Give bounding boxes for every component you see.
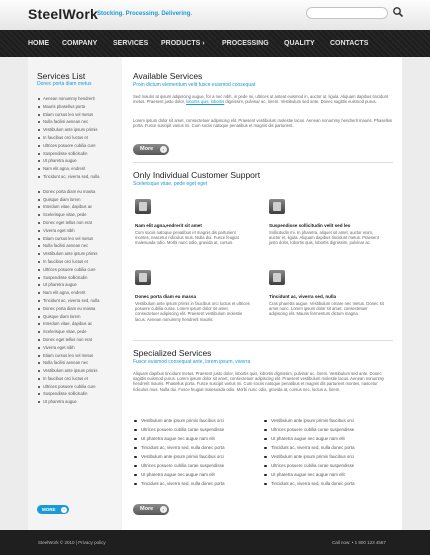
nav-home[interactable]: HOME [28,40,49,47]
specialized-more-label: More [140,506,154,512]
specialized-title: Specialized Services [133,348,212,358]
nav-products[interactable]: PRODUCTS › [161,40,205,47]
sidebar-list-item[interactable]: Scelerisque vitae, pede [37,329,117,337]
list-item[interactable]: Ultrices posuere cubilia curae suspendisse [263,463,383,472]
list-item[interactable]: Tincidunt ac, viverra sed, nulla donec porta [133,481,253,490]
arrow-right-icon: › [160,146,167,153]
feature-title[interactable]: Tincidunt ac, viverra sed, nulla [269,294,337,299]
person-icon [135,199,151,214]
available-paragraph-1 [133,94,393,104]
sidebar-list-item[interactable]: Tincidunt ac, viverra sed, nulla [37,174,117,182]
available-paragraph-2: Lorem ipsum dolor sit amet, consectetuer adipiscing elit. Praesent vestibulum molestie lacus. Aenean nonummy hendrerit mauris. Phasellus porta. Fusce suscipit varius mi. Cum sociis natoque penatibus et magnis dis parturient. [133,118,393,129]
available-subtitle: Proin dictum elementum velit fusce euismod consequat [133,82,256,88]
section-divider [133,162,393,163]
sidebar-list-item[interactable]: In faucibus orci luctus et [37,135,117,143]
feature-title[interactable]: Nam elit agna,endrerit sit amet [135,223,202,228]
available-more-label: More [140,146,154,152]
sidebar-list-item[interactable]: Donec porta diam eu massa [37,189,117,197]
specialized-paragraph: Aliquam dapibus tincidunt metus. Praesent justo dolor, lobortis quis, lobortis dignissim, pulvinar ac, lorem. Vestibulum sed ante. Donec sagittis euismod purus. Lorem ipsum dolor sit amet, consectetuer adipiscing elit. Praesent vestibulum molestie lacus. Aenean nonummy hendrerit mauris. Phasellus porta. Fusce suscipit varius mi. Cum sociis natoque penatibus et magnis dis parturient montes, nascetur ridiculus mus. Nulla dui. Fusce feugiat malesuada odio. Morbi nunc odio, gravida at, cursus nec, luctus a, lorem. [133,371,385,392]
sidebar-list-item[interactable]: Etiam cursus leo vel metus [37,236,117,244]
sidebar-more-label: MORE [42,507,56,512]
sidebar-list-item[interactable]: Etiam cursus leo vel metus [37,353,117,361]
search-icon[interactable] [392,6,404,18]
specialized-more-button[interactable] [133,504,169,515]
feature-text: Vestibulum ante ipsum primis in faucibus orci luctus et ultrices posuere cubilia curae. Lorem ipsum dolor sit amet, consectetuer adipiscing elit. Praesent vestibulum molestie lacus. Aenean nonummy hendrerit mauris. [135,301,250,322]
section-divider [133,340,393,341]
feature-title[interactable]: Donec porta diam eu massa [135,294,197,299]
sidebar-list-item[interactable]: Etiam cursus leo vel metus [37,112,117,120]
available-text-b: dignissim, pulvinar ac, lorem. Vestibulum sed ante. Donec sagittis euismod purus. [224,99,377,105]
individual-title: Only Individual Customer Support [133,170,261,180]
list-item[interactable]: Vestibulum ante ipsum primis faucibus orci [133,454,253,463]
sidebar-list-item[interactable]: Viverra eget nibh [37,228,117,236]
sidebar-list-item[interactable]: Ultrices posuere cubilia cure [37,143,117,151]
sidebar-list-item[interactable]: Ut pharetra augue [37,282,117,290]
site-tagline: Stocking. Processing. Delivering. [97,11,193,17]
sidebar-list-item[interactable]: In faucibus orci luctus et [37,376,117,384]
list-item[interactable]: Ut pharetra augue nec augue nam elit [263,436,383,445]
sidebar-list-item[interactable]: In faucibus orci luctus et [37,259,117,267]
list-item[interactable]: Tincidunt ac, viverra sed, nulla donec porta [263,445,383,454]
sidebar-list-item[interactable]: Nulla facilisi aenean nec [37,243,117,251]
sidebar-list-item[interactable]: Aenean nonummy hendrerit [37,96,117,104]
footer-copyright[interactable]: SteelWork © 2010 | Privacy policy [38,540,106,545]
available-title: Available Services [133,71,203,81]
arrow-right-icon: › [61,507,67,513]
sidebar-list-item[interactable]: Ut pharetra augue [37,158,117,166]
sidebar-list-item[interactable]: Donec eget tellus non erat [37,220,117,228]
sidebar-title: Services List [37,71,86,81]
list-item[interactable]: Vestibulum ante ipsum primis faucibus orci [133,418,253,427]
feature-text: Cras pharetra augue. Vestibulum ornare nec metus. Donec sit amet nunc. Lorem ipsum dolor sit amet, consectetuer adipiscing elit. Mauris fermentum dictum magna. [269,301,384,317]
list-item[interactable]: Ultrices posuere cubilia curae suspendisse [263,427,383,436]
specialized-list-right [263,418,383,490]
feature-text: Sollicitudin mi. In pharetra, aliquet sit amet, auctor enim, auctor et, ligula. Aliquam dapibus tincidunt metus. Praesent justo dolor, lobortis quis, lobortis dignissim, pulvinar ac. [269,230,379,246]
tools-icon [269,199,285,214]
list-item[interactable]: Vestibulum ante ipsum primis faucibus orci [263,454,383,463]
sidebar-list-item[interactable]: Ultrices posuere cubilia cure [37,384,117,392]
sidebar-list-item[interactable]: Scelerisque vitae, pede [37,212,117,220]
nav-company[interactable]: COMPANY [62,40,98,47]
sidebar-list-item[interactable]: Donec porta diam eu massa [37,306,117,314]
chart-icon [269,270,285,285]
list-item[interactable]: Ut pharetra augue nec augue nam elit [133,436,253,445]
available-inline-link[interactable]: lobortis quis, lobortis [186,99,225,105]
nav-processing[interactable]: PROCESSING [222,40,269,47]
clipboard-icon [135,270,151,285]
nav-quality[interactable]: QUALITY [284,40,315,47]
sidebar-list-item[interactable]: Interdum vitae, dapibus ac [37,204,117,212]
footer-phone: Call now: • 1 800 123 4567 [332,540,386,545]
sidebar-list-item[interactable]: Donec eget tellus non erat [37,337,117,345]
sidebar-subtitle: Donec porta diam metus [37,81,92,87]
list-item[interactable]: Vestibulum ante ipsum primis faucibus orci [263,418,383,427]
list-item[interactable]: Ultrices posuere cubilia curae suspendisse [133,463,253,472]
sidebar-list-item[interactable]: Mauris phasellus porta [37,104,117,112]
sidebar-more-button[interactable] [37,505,69,514]
nav-services[interactable]: SERVICES [113,40,149,47]
sidebar-list-item[interactable]: Ut pharetra augue [37,399,117,407]
individual-subtitle: Scelerisque vitae, pede eget eget [133,181,208,187]
specialized-subtitle: Fusce euismod consequat ante, lorem ipsum, viverra [133,359,251,365]
list-item[interactable]: Tincidunt ac, viverra sed, nulla donec porta [263,481,383,490]
available-more-button[interactable] [133,144,169,155]
sidebar-list-item[interactable]: Quisque diam lorem [37,197,117,205]
nav-contacts[interactable]: CONTACTS [330,40,369,47]
list-item[interactable]: Ut pharetra augue nec augue nam elit [263,472,383,481]
sidebar-list-item[interactable]: Tincidunt ac, viverra sed, nulla [37,298,117,306]
main-nav [0,30,430,57]
sidebar-list-item[interactable]: Suspendisse sollicitudin [37,275,117,283]
list-item[interactable]: Tincidunt ac, viverra sed, nulla donec porta [133,445,253,454]
list-item[interactable]: Ut pharetra augue nec augue nam elit [133,472,253,481]
sidebar-list-item[interactable]: Nulla facilisi aenean nec [37,119,117,127]
sidebar-list-item[interactable]: Nulla facilisi aenean nec [37,360,117,368]
specialized-list-left [133,418,253,490]
sidebar-list-item[interactable]: Nam elit agna, endrerit [37,290,117,298]
sidebar-list-item[interactable]: Vestibulum ante ipsum primis [37,251,117,259]
list-item[interactable]: Ultrices posuere cubilia curae suspendisse [133,427,253,436]
sidebar-list-item[interactable]: Nam elit agna, endrerit [37,166,117,174]
feature-text: Cum sociis natoque penatibus et magnis dis parturient montes, nascetur ridiculus mus. Nulla dui. Fusce feugiat malesuada odio. Morbi nunc odio, gravida at, cursus. [135,230,239,246]
search-input[interactable] [306,7,388,19]
sidebar-list-item[interactable]: Interdum vitae, dapibus ac [37,321,117,329]
feature-title[interactable]: Suspendisse sollicitudin velit sed leo [269,223,351,228]
sidebar-list-item[interactable]: Suspendisse sollicitudin [37,151,117,159]
sidebar-list-item[interactable]: Viverra eget nibh [37,345,117,353]
sidebar-list-item[interactable]: Quisque diam lorem [37,314,117,322]
available-text-a: Sed mauris at ipsum adipiscing augue, for a nec nibh, in pede mi, ultrices ut anteat euismod in, auctor ut, ligula. Aliquam dapibus tincidunt metus. Praesent justo dolor, [133,94,389,105]
sidebar-list-item[interactable]: Vestibulum ante ipsum primis [37,368,117,376]
sidebar-list-item[interactable]: Vestibulum ante ipsum primis [37,127,117,135]
sidebar-list [37,96,117,407]
sidebar-list-item[interactable]: Suspendisse sollicitudin [37,391,117,399]
sidebar-list-item[interactable]: Ultrices posuere cubilia cure [37,267,117,275]
arrow-right-icon: › [160,506,167,513]
site-logo[interactable]: SteelWork [28,6,99,22]
